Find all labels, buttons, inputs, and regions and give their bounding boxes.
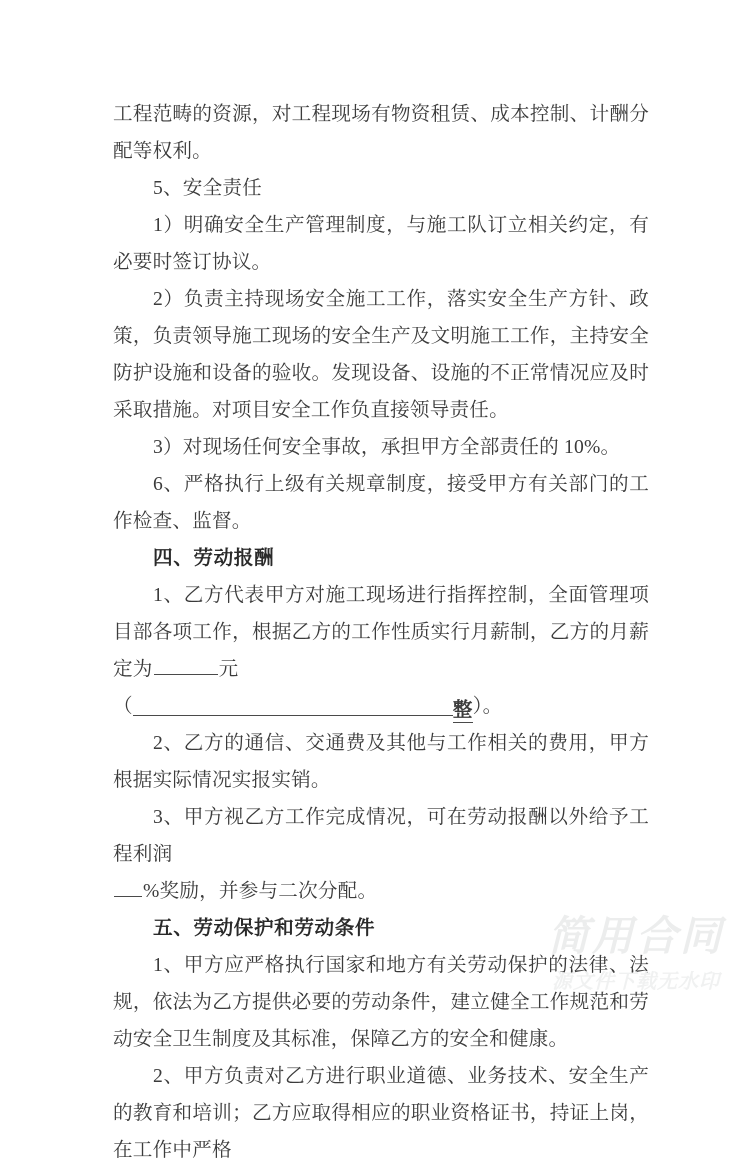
paragraph-continued-rights: 工程范畴的资源，对工程现场有物资租赁、成本控制、计酬分配等权利。	[113, 104, 649, 162]
paragraph-5sec-1: 1、甲方应严格执行国家和地方有关劳动保护的法律、法规，依法为乙方提供必要的劳动条件，建立健全工作规范和劳动安全卫生制度及其标准，保障乙方的安全和健康。	[113, 955, 649, 1050]
heading-section-five-labor-protection: 五、劳动保护和劳动条件	[153, 918, 376, 939]
paragraph-4-2-expenses: 2、乙方的通信、交通费及其他与工作相关的费用，甲方根据实际情况实报实销。	[113, 733, 649, 791]
paragraph-5-3: 3）对现场任何安全事故，承担甲方全部责任的 10%。	[153, 437, 621, 458]
close-paren-period: ）。	[472, 696, 503, 717]
paragraph-5-safety-duty-title: 5、安全责任	[153, 178, 262, 199]
paragraph-4-3-text-tail: %奖励，并参与二次分配。	[143, 881, 378, 902]
salary-amount-blank[interactable]	[154, 657, 218, 675]
paragraph-4-3-text-lead: 3、甲方视乙方工作完成情况，可在劳动报酬以外给予工程利润	[113, 807, 649, 865]
document-text-body	[113, 96, 649, 1169]
amount-in-words-suffix-zheng: 整	[452, 700, 473, 721]
paragraph-5sec-2: 2、甲方负责对乙方进行职业道德、业务技术、安全生产的教育和培训；乙方应取得相应的职业资格证书，持证上岗，在工作中严格	[113, 1066, 649, 1161]
paragraph-5-2: 2）负责主持现场安全施工工作，落实安全生产方针、政策，负责领导施工现场的安全生产及文明施工工作，主持安全防护设施和设备的验收。发现设备、设施的不正常情况应及时采取措施。对项目安全工作负直接领导责任。	[113, 289, 649, 421]
paragraph-4-1-amount-in-words	[113, 688, 649, 725]
paragraph-4-3-profit-bonus	[113, 799, 649, 910]
paragraph-5-1: 1）明确安全生产管理制度，与施工队订立相关约定，有必要时签订协议。	[113, 215, 649, 273]
paragraph-4-1-text-lead: 1、乙方代表甲方对施工现场进行指挥控制，全面管理项目部各项工作，根据乙方的工作性质实行月薪制，乙方的月薪定为	[113, 585, 649, 680]
watermark-sub-text: 源文件下载无水印	[552, 969, 720, 993]
amount-in-words-blank[interactable]	[133, 693, 453, 716]
paragraph-4-1-monthly-salary	[113, 577, 649, 688]
watermark-main-text: 简用合同	[548, 911, 724, 960]
paragraph-4-1-unit-yuan: 元	[218, 659, 239, 680]
paragraph-6-regulations: 6、严格执行上级有关规章制度，接受甲方有关部门的工作检查、监督。	[113, 474, 649, 532]
open-paren: （	[113, 696, 133, 717]
heading-section-four-labor-remuneration: 四、劳动报酬	[153, 548, 275, 569]
profit-percent-blank[interactable]	[114, 879, 142, 897]
